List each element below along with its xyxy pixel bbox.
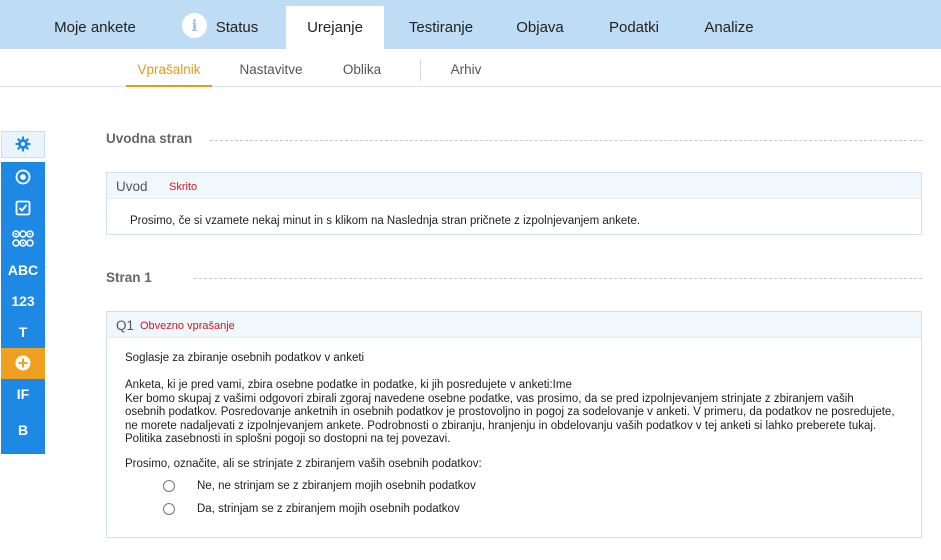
plus-icon — [15, 355, 31, 371]
intro-section-divider — [210, 140, 922, 141]
intro-box-label: Uvod — [116, 179, 148, 194]
subtab-vprasalnik[interactable]: Vprašalnik — [126, 49, 212, 87]
page1-section-title: Stran 1 — [106, 270, 152, 285]
subnav-divider — [420, 59, 421, 81]
question-prompt: Prosimo, označite, ali se strinjate z zbiranjem vaših osebnih podatkov: — [125, 458, 482, 470]
tab-status[interactable]: Status — [215, 19, 259, 36]
tab-testiranje[interactable]: Testiranje — [408, 19, 474, 36]
question-box-q1[interactable] — [106, 311, 922, 538]
checkbox-icon — [15, 200, 31, 216]
top-navigation — [0, 0, 941, 49]
question-number: Q1 — [116, 318, 135, 333]
label-question-tool[interactable]: T — [1, 317, 45, 348]
subtab-arhiv[interactable]: Arhiv — [450, 62, 482, 77]
multigrid-question-tool[interactable] — [1, 224, 45, 255]
radio-question-tool[interactable] — [1, 162, 45, 193]
tab-objava[interactable]: Objava — [516, 19, 564, 36]
intro-box-header — [107, 173, 921, 199]
sub-navigation — [0, 49, 941, 87]
add-question-tool[interactable] — [1, 348, 45, 379]
required-badge: Obvezno vprašanje — [140, 320, 235, 332]
question-header — [107, 312, 921, 338]
subtab-nastavitve[interactable]: Nastavitve — [239, 62, 303, 77]
question-description: Anketa, ki je pred vami, zbira osebne podatke in podatke, ki jih posredujete v anketi:Ime Ker bomo skupaj z vašimi odgovori zbirali zgoraj navedene osebne podatke, vas prosimo, da se pred izpolnjevanjem strinjate z zbiranjem vaših osebnih podatkov. Posredovanje anketnih in osebnih podatkov je prostovoljno in pogoj za sodelovanje v anketi. V primeru, da podatkov ne posredujete, ne morete nadaljevati z izpolnjevanjem ankete. Podrobnosti o zbiranju, hranjenju in obdelovanju vaših podatkov v tej anketi si lahko preberete tukaj. Politika zasebnosti in splošni pogoji so dostopni na tej povezavi. — [125, 379, 895, 445]
radio-button[interactable] — [163, 480, 175, 492]
page1-section-divider — [194, 278, 922, 279]
tab-urejanje[interactable]: Urejanje — [286, 6, 384, 49]
multigrid-icon — [12, 230, 34, 248]
radio-button[interactable] — [163, 503, 175, 515]
checkbox-question-tool[interactable] — [1, 193, 45, 224]
radio-icon — [15, 169, 31, 185]
settings-tool-button[interactable] — [1, 131, 45, 158]
text-question-tool[interactable]: ABC — [1, 255, 45, 286]
subtab-oblika[interactable]: Oblika — [342, 62, 382, 77]
if-condition-tool[interactable]: IF — [1, 379, 45, 410]
tab-analize[interactable]: Analize — [704, 19, 754, 36]
tab-moje-ankete[interactable]: Moje ankete — [54, 19, 136, 36]
intro-text: Prosimo, če si vzamete nekaj minut in s klikom na Naslednja stran pričnete z izpolnjevanjem ankete. — [130, 215, 641, 227]
intro-section-title: Uvodna stran — [106, 131, 193, 146]
block-tool[interactable]: B — [1, 410, 45, 454]
info-icon: i — [182, 13, 207, 38]
answer-option-label: Ne, ne strinjam se z zbiranjem mojih osebnih podatkov — [197, 480, 476, 492]
number-question-tool[interactable]: 123 — [1, 286, 45, 317]
gear-icon — [15, 136, 31, 152]
intro-box[interactable] — [106, 172, 922, 235]
answer-option-label: Da, strinjam se z zbiranjem mojih osebnih podatkov — [197, 503, 460, 515]
tab-podatki[interactable]: Podatki — [608, 19, 660, 36]
hidden-badge: Skrito — [169, 181, 198, 193]
question-title: Soglasje za zbiranje osebnih podatkov v anketi — [125, 352, 365, 364]
